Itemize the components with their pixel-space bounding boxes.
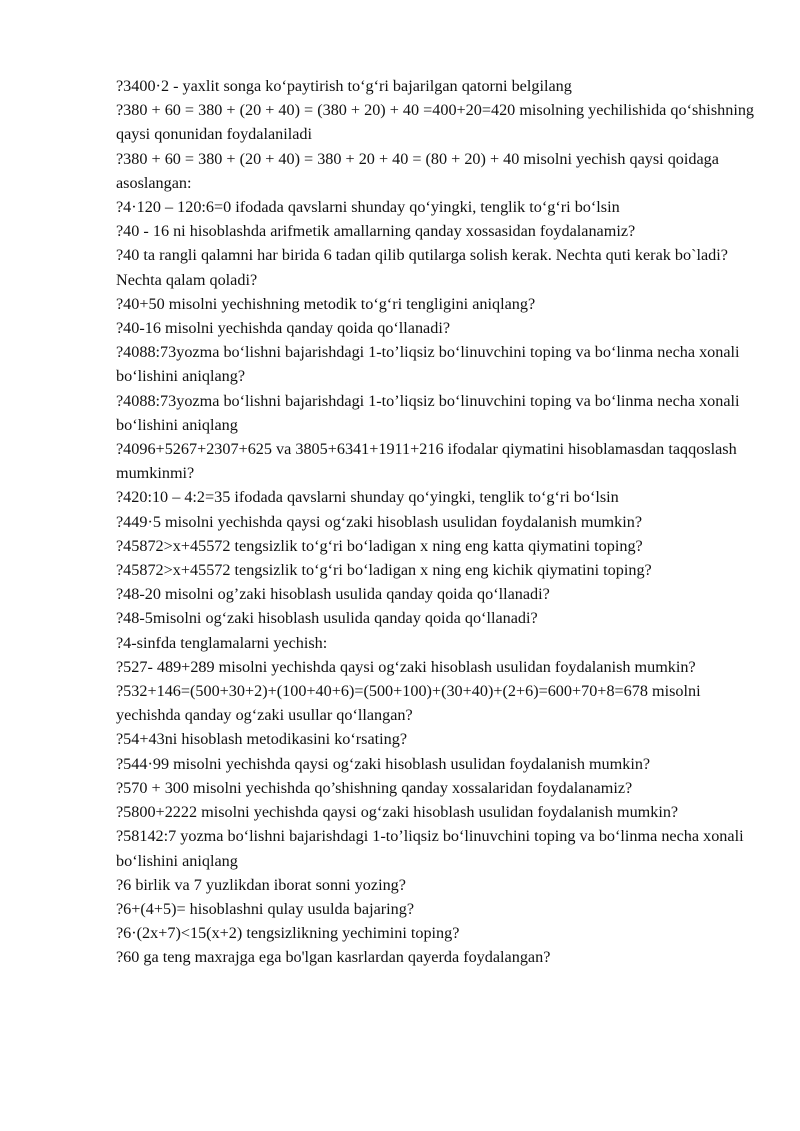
- question-line: ?40-16 misolni yechishda qanday qoida qo‘llanadi?: [116, 319, 451, 338]
- question-line: ?449·5 misolni yechishda qaysi og‘zaki hisoblash usulidan foydalanish mumkin?: [116, 512, 643, 531]
- question-line: ?58142:7 yozma bo‘lishni bajarishdagi 1-to’liqsiz bo‘linuvchini toping va bo‘linma necha xonali bo‘lishini aniqlang: [116, 827, 744, 870]
- question-line: ?570 + 300 misolni yechishda qo’shishning qanday xossalaridan foydalanamiz?: [116, 778, 633, 797]
- question-line: ?48-20 misolni og’zaki hisoblash usulida qanday qoida qo‘llanadi?: [116, 585, 550, 604]
- question-line: ?5800+2222 misolni yechishda qaysi og‘zaki hisoblash usulidan foydalanish mumkin?: [116, 803, 679, 822]
- question-line: ?40 ta rangli qalamni har birida 6 tadan qilib qutilarga solish kerak. Nechta quti kerak bo`ladi? Nechta qalam qoladi?: [116, 246, 728, 289]
- question-line: ?4088:73yozma bo‘lishni bajarishdagi 1-to’liqsiz bo‘linuvchini toping va bo‘linma necha xonali bo‘lishini aniqlang?: [116, 343, 740, 386]
- question-line: ?45872>x+45572 tengsizlik to‘g‘ri bo‘ladigan x ning eng kichik qiymatini toping?: [116, 561, 652, 580]
- question-line: ?6+(4+5)= hisoblashni qulay usulda bajaring?: [116, 899, 415, 918]
- question-line: ?6 birlik va 7 yuzlikdan iborat sonni yozing?: [116, 875, 406, 894]
- question-line: ?40 - 16 ni hisoblashda arifmetik amallarning qanday xossasidan foydalanamiz?: [116, 222, 636, 241]
- question-line: ?60 ga teng maxrajga ega bo'lgan kasrlardan qayerda foydalangan?: [116, 948, 551, 967]
- question-line: ?3400·2 - yaxlit songa ko‘paytirish to‘g‘ri bajarilgan qatorni belgilang: [116, 77, 572, 95]
- question-line: ?527- 489+289 misolni yechishda qaysi og‘zaki hisoblash usulidan foydalanish mumkin?: [116, 657, 696, 676]
- question-line: ?532+146=(500+30+2)+(100+40+6)=(500+100)+(30+40)+(2+6)=600+70+8=678 misolni yechishda qanday og‘zaki usullar qo‘llangan?: [116, 682, 701, 725]
- question-line: ?4-sinfda tenglamalarni yechish:: [116, 633, 328, 652]
- question-line: ?380 + 60 = 380 + (20 + 40) = 380 + 20 + 40 = (80 + 20) + 40 misolni yechish qaysi qoidaga asoslangan:: [116, 149, 719, 192]
- question-line: ?40+50 misolni yechishning metodik to‘g‘ri tengligini aniqlang?: [116, 294, 536, 313]
- question-line: ?45872>x+45572 tengsizlik to‘g‘ri bo‘ladigan x ning eng katta qiymatini toping?: [116, 536, 643, 555]
- question-line: ?380 + 60 = 380 + (20 + 40) = (380 + 20) + 40 =400+20=420 misolning yechilishida qo‘shishning qaysi qonunidan foydalaniladi: [116, 101, 755, 144]
- question-line: ?4088:73yozma bo‘lishni bajarishdagi 1-to’liqsiz bo‘linuvchini toping va bo‘linma necha xonali bo‘lishini aniqlang: [116, 391, 740, 434]
- question-line: ?54+43ni hisoblash metodikasini ko‘rsating?: [116, 730, 408, 749]
- question-line: ?6·(2x+7)<15(x+2) tengsizlikning yechimini toping?: [116, 924, 460, 943]
- question-line: ?4·120 – 120:6=0 ifodada qavslarni shunday qo‘yingki, tenglik to‘g‘ri bo‘lsin: [116, 198, 620, 217]
- question-line: ?4096+5267+2307+625 va 3805+6341+1911+216 ifodalar qiymatini hisoblamasdan taqqoslash mumkinmi?: [116, 440, 737, 483]
- question-line: ?48-5misolni og‘zaki hisoblash usulida qanday qoida qo‘llanadi?: [116, 609, 538, 628]
- question-list: [116, 74, 756, 970]
- question-line: ?544·99 misolni yechishda qaysi og‘zaki hisoblash usulidan foydalanish mumkin?: [116, 754, 651, 773]
- question-line: ?420:10 – 4:2=35 ifodada qavslarni shunday qo‘yingki, tenglik to‘g‘ri bo‘lsin: [116, 488, 619, 507]
